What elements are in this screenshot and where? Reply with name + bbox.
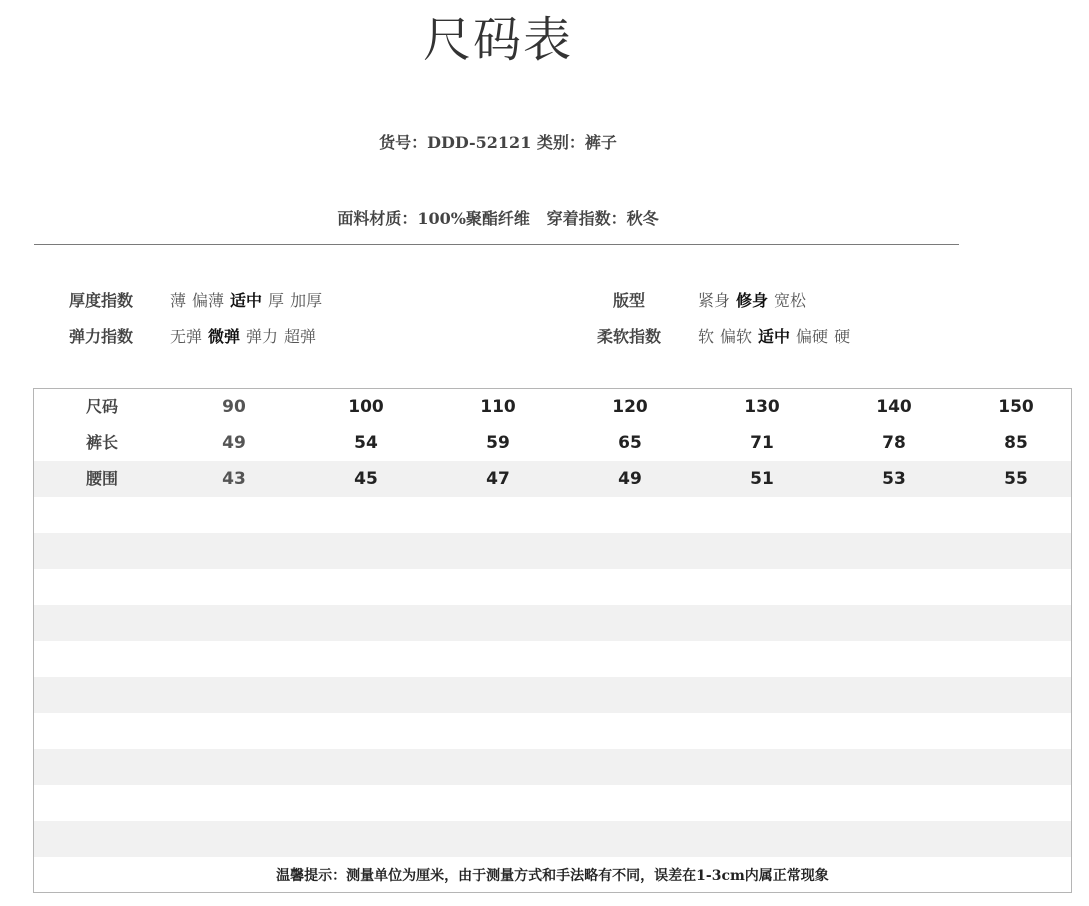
table-cell: 43	[222, 469, 246, 489]
table-row-background	[34, 749, 1071, 785]
attr-option: 加厚	[290, 291, 323, 310]
attr-option: 薄	[170, 291, 187, 310]
size-table	[33, 388, 1072, 893]
table-row-background	[34, 677, 1071, 713]
table-cell: 78	[882, 433, 906, 453]
table-cell: 85	[1004, 433, 1028, 453]
attr-option: 厚	[268, 291, 285, 310]
attr-label-thickness: 厚度指数	[68, 291, 133, 310]
product-meta-line2: 面料材质：100%聚酯纤维 穿着指数：秋冬	[337, 209, 659, 228]
table-cell: 51	[750, 469, 774, 489]
table-header-label: 尺码	[85, 397, 118, 416]
attr-option: 超弹	[284, 327, 317, 346]
attr-label-fit: 版型	[612, 291, 645, 310]
attr-options-elasticity	[170, 324, 322, 347]
attr-option: 宽松	[774, 291, 807, 310]
table-header-size: 140	[876, 397, 912, 417]
attr-option: 软	[698, 327, 715, 346]
table-header-size: 90	[222, 397, 246, 417]
attr-options-softness	[698, 324, 856, 347]
attr-option: 适中	[230, 291, 263, 310]
attr-options-fit	[698, 288, 812, 311]
table-row-background	[34, 785, 1071, 821]
attr-label-softness: 柔软指数	[596, 327, 661, 346]
table-row-background	[34, 605, 1071, 641]
table-row-background	[34, 713, 1071, 749]
attr-option: 偏软	[720, 327, 753, 346]
table-cell: 49	[618, 469, 642, 489]
attr-option: 紧身	[698, 291, 731, 310]
attr-options-thickness	[170, 288, 328, 311]
table-cell: 55	[1004, 469, 1028, 489]
table-header-size: 120	[612, 397, 648, 417]
attr-option: 偏薄	[192, 291, 225, 310]
table-header-size: 130	[744, 397, 780, 417]
attr-option: 无弹	[170, 327, 203, 346]
table-cell: 71	[750, 433, 774, 453]
table-row-background	[34, 821, 1071, 857]
attr-option: 弹力	[246, 327, 279, 346]
table-row-background	[34, 497, 1071, 533]
attr-option: 修身	[736, 291, 769, 310]
table-cell: 54	[354, 433, 378, 453]
divider	[34, 244, 959, 245]
table-cell: 45	[354, 469, 378, 489]
table-cell: 53	[882, 469, 906, 489]
table-cell: 47	[486, 469, 510, 489]
table-row-background	[34, 533, 1071, 569]
table-row-background	[34, 641, 1071, 677]
page-title: 尺码表	[422, 12, 573, 68]
table-cell: 65	[618, 433, 642, 453]
table-row-label: 裤长	[85, 433, 118, 452]
attr-label-elasticity: 弹力指数	[68, 327, 133, 346]
table-cell: 59	[486, 433, 510, 453]
table-row-background	[34, 569, 1071, 605]
attr-option: 偏硬	[796, 327, 829, 346]
product-meta-line1: 货号：DDD-52121 类别：裤子	[379, 133, 617, 152]
table-header-size: 100	[348, 397, 384, 417]
measurement-note: 温馨提示：测量单位为厘米，由于测量方式和手法略有不同，误差在1-3cm内属正常现象	[276, 868, 829, 884]
table-header-size: 150	[998, 397, 1034, 417]
table-row-label: 腰围	[85, 469, 118, 488]
attr-option: 硬	[834, 327, 851, 346]
table-header-size: 110	[480, 397, 516, 417]
attr-option: 微弹	[208, 327, 241, 346]
table-cell: 49	[222, 433, 246, 453]
attr-option: 适中	[758, 327, 791, 346]
